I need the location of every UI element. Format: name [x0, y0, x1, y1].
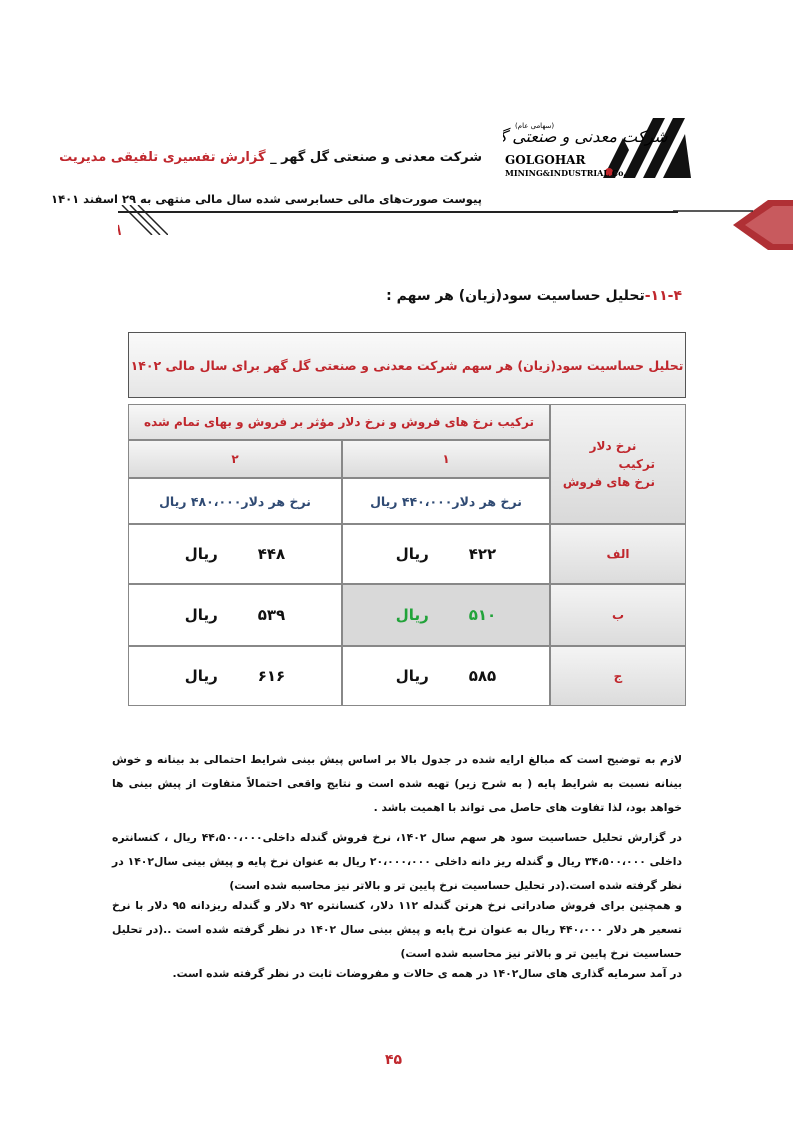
paragraph-disclaimer: لازم به توضیح است که مبالغ ارایه شده در جدول بالا بر اساس پیش بینی شرایط احتمالی بد بینانه و خوش بینانه نسبت به شرایط پایه ( به شرح زیر) تهیه شده است و نتایج واقعی احتمالاً متفاوت از پیش بینی ها خواهد بود، لذا تفاوت های حاصل می تواند با اهمیت باشد . [112, 753, 682, 814]
col1-rate: نرخ هر دلار۴۴۰،۰۰۰ ریال [370, 493, 522, 509]
cell-unit: ریال [184, 667, 218, 685]
cell-value: ۵۸۵ [468, 667, 497, 685]
table-cell-highlight [342, 584, 550, 646]
section-number: ۱۱-۴- [644, 288, 682, 304]
cell-value: ۶۱۶ [257, 667, 286, 685]
col2-number-cell [128, 440, 342, 478]
cell-unit: ریال [184, 545, 218, 563]
hatch-ornament [118, 205, 168, 235]
svg-text:MINING&INDUSTRIAL Co.: MINING&INDUSTRIAL Co. [505, 168, 627, 178]
table-cell [342, 524, 550, 584]
table-title-box [128, 332, 686, 398]
page-edge-ornament [673, 200, 793, 250]
cell-unit: ریال [395, 606, 429, 624]
svg-text:شرکت معدنی و صنعتی گل گهر: شرکت معدنی و صنعتی [512, 127, 668, 146]
col1-number: ۱ [442, 452, 450, 466]
corner-header-cell [550, 404, 686, 524]
col1-number-cell [342, 440, 550, 478]
header-title [59, 150, 482, 165]
cell-value: ۵۱۰ [468, 606, 497, 624]
row-label: ب [611, 608, 625, 622]
cell-value: ۵۳۹ [257, 606, 286, 624]
table-cell [128, 584, 342, 646]
col2-rate-cell [128, 478, 342, 524]
table-cell [128, 524, 342, 584]
corner-top-label: نرخ دلار [589, 439, 637, 453]
combo-header: ترکیب نرخ های فروش و نرخ دلار مؤثر بر فروش و بهای تمام شده [143, 415, 535, 429]
svg-text:(سهامی عام): (سهامی عام) [515, 122, 555, 130]
row-label-cell-b [550, 584, 686, 646]
col1-rate-cell [342, 478, 550, 524]
company-title: شرکت معدنی و صنعتی گل گهر _ [270, 150, 482, 165]
table-title: تحلیل حساسیت سود(زیان) هر سهم شرکت معدنی و صنعتی گل گهر برای سال مالی ۱۴۰۲ [130, 357, 684, 373]
report-title: گزارش تفسیری تلفیقی مدیریت [59, 150, 266, 165]
row-label: الف [606, 547, 630, 561]
col2-number: ۲ [231, 452, 239, 466]
header-divider [118, 211, 678, 213]
row-label-cell-c [550, 646, 686, 706]
cell-value: ۴۲۲ [468, 545, 497, 563]
corner-bottom-label: نرخ های فروش [562, 475, 655, 489]
cell-value: ۴۴۸ [257, 545, 286, 563]
section-title: تحلیل حساسیت سود(زیان) هر سهم : [386, 288, 645, 304]
corner-mid-label: ترکیب [618, 457, 655, 471]
page-number: ۴۵ [385, 1052, 403, 1068]
table-cell [342, 646, 550, 706]
cell-unit: ریال [184, 606, 218, 624]
row-label: ج [613, 669, 623, 683]
paragraph-export-rates: و همچنین برای فروش صادراتی نرخ هرتن گندله ۱۱۲ دلار، کنسانتره ۹۲ دلار و گندله ریزدانه ۹۵ دلار با نرخ تسعیر هر دلار ۴۴۰،۰۰۰ ریال به عنوان نرخ پایه و پیش بینی سال ۱۴۰۲ در نظر گرفته شده است ..(در تحلیل حساسیت نرخ پایین تر و بالاتر نیز محاسبه شده است) [112, 899, 683, 960]
col2-rate: نرخ هر دلار۴۸۰،۰۰۰ ریال [159, 493, 311, 509]
table-cell [128, 646, 342, 706]
header-subtitle: پیوست صورت‌های مالی حسابرسی شده سال مالی منتهی به ۲۹ اسفند ۱۴۰۱ [51, 192, 482, 206]
svg-text:GOLGOHAR: GOLGOHAR [505, 153, 586, 167]
combo-header-cell [128, 404, 550, 440]
company-logo [503, 108, 693, 186]
section-heading [386, 288, 682, 304]
cell-unit: ریال [395, 667, 429, 685]
paragraph-investment-income: در آمد سرمایه گذاری های سال۱۴۰۲ در همه ی حالات و مفروضات ثابت در نظر گرفته شده است. [172, 967, 682, 980]
paragraph-domestic-rates: در گزارش تحلیل حساسیت سود هر سهم سال ۱۴۰۲، نرخ فروش گندله داخلی۴۴،۵۰۰،۰۰۰ ریال ، کنسانتره داخلی ۳۴،۵۰۰،۰۰۰ ریال و گندله ریز دانه داخلی ۲۰،۰۰۰،۰۰۰ ریال به عنوان نرخ پایه و پیش بینی سال۱۴۰۲ در نظر گرفته شده است.(در تحلیل حساسیت نرخ پایین تر و بالاتر نیز محاسبه شده است) [112, 831, 682, 892]
row-label-cell-a [550, 524, 686, 584]
cell-unit: ریال [395, 545, 429, 563]
